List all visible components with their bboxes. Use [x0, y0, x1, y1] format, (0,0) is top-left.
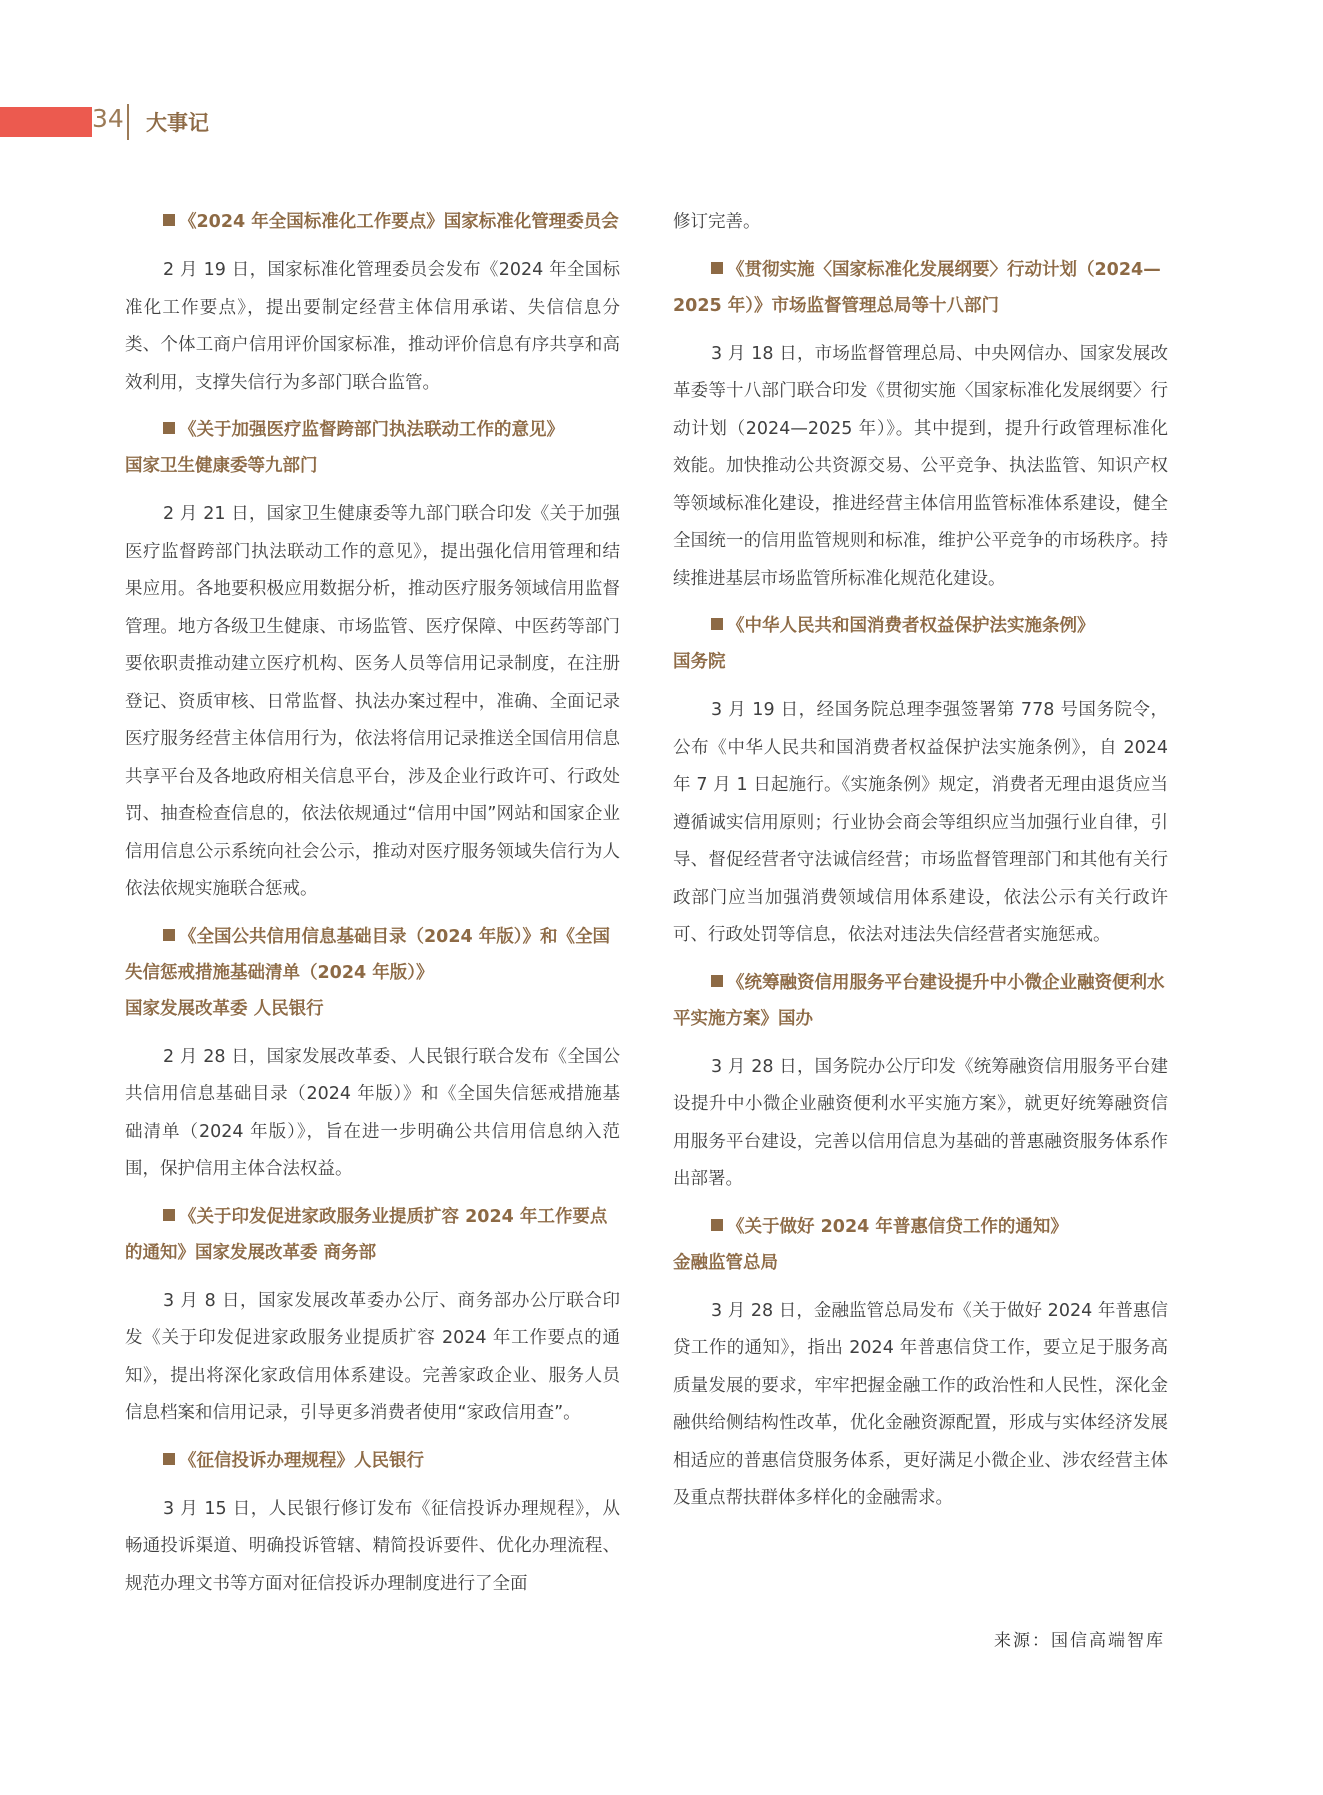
header-divider — [127, 104, 129, 140]
header-accent-bar — [0, 107, 92, 137]
entry-body: 3 月 28 日，国务院办公厅印发《统筹融资信用服务平台建设提升中小微企业融资便利水平实施方案》，就更好统筹融资信用服务平台建设，完善以信用信息为基础的普惠融资服务体系作出部署。 — [673, 1056, 1168, 1189]
entry — [125, 1443, 620, 1604]
entry-body: 3 月 19 日，经国务院总理李强签署第 778 号国务院令，公布《中华人民共和国消费者权益保护法实施条例》，自 2024 年 7 月 1 日起施行。《实施条例》规定，消费者无理由退货应当遵循诚实信用原则；行业协会商会等组织应当加强行业自律，引导、督促经营者守法诚信经营；市场监督管理部门和其他有关行政部门应当加强消费领域信用体系建设，依法公示有关行政许可、行政处罚等信息，依法对违法失信经营者实施惩戒。 — [673, 700, 1168, 945]
entry-title: 《贯彻实施〈国家标准化发展纲要〉行动计划（2024—2025 年）》市场监督管理总局等十八部门 — [673, 259, 1161, 316]
entry-body: 2 月 19 日，国家标准化管理委员会发布《2024 年全国标准化工作要点》，提出要制定经营主体信用承诺、失信信息分类、个体工商户信用评价国家标准，推动评价信息有序共享和高效利用，支撑失信行为多部门联合监管。 — [125, 260, 620, 393]
entry-body: 3 月 18 日，市场监督管理总局、中央网信办、国家发展改革委等十八部门联合印发《贯彻实施〈国家标准化发展纲要〉行动计划（2024—2025 年）》。其中提到，提升行政管理标准化效能。加快推动公共资源交易、公平竞争、执法监管、知识产权等领域标准化建设，推进经营主体信用监管标准体系建设，健全全国统一的信用监管规则和标准，维护公平竞争的市场秩序。持续推进基层市场监管所标准化规范化建设。 — [673, 343, 1168, 589]
square-bullet-icon — [711, 618, 723, 630]
entry-title: 《统筹融资信用服务平台建设提升中小微企业融资便利水平实施方案》国办 — [673, 972, 1165, 1029]
entry — [673, 1209, 1168, 1518]
square-bullet-icon — [163, 929, 175, 941]
entry — [673, 252, 1168, 599]
square-bullet-icon — [711, 975, 723, 987]
square-bullet-icon — [163, 1209, 175, 1221]
section-title: 大事记 — [146, 111, 209, 135]
entry-title: 《全国公共信用信息基础目录（2024 年版）》和《全国失信惩戒措施基础清单（2024 年版）》 国家发展改革委 人民银行 — [125, 919, 620, 1027]
entry-title: 《关于做好 2024 年普惠信贷工作的通知》 金融监管总局 — [673, 1209, 1168, 1281]
right-column — [673, 204, 1168, 1528]
entry-org: 国家发展改革委 人民银行 — [125, 998, 324, 1019]
entry — [125, 412, 620, 909]
entry-body: 3 月 28 日，金融监管总局发布《关于做好 2024 年普惠信贷工作的通知》，指出 2024 年普惠信贷工作，要立足于服务高质量发展的要求，牢牢把握金融工作的政治性和人民性，深化金融供给侧结构性改革，优化金融资源配置，形成与实体经济发展相适应的普惠信贷服务体系，更好满足小微企业、涉农经营主体及重点帮扶群体多样化的金融需求。 — [673, 1300, 1168, 1508]
entry-body: 2 月 21 日，国家卫生健康委等九部门联合印发《关于加强医疗监督跨部门执法联动工作的意见》，提出强化信用管理和结果应用。各地要积极应用数据分析，推动医疗服务领域信用监督管理。地方各级卫生健康、市场监管、医疗保障、中医药等部门要依职责推动建立医疗机构、医务人员等信用记录制度，在注册登记、资质审核、日常监督、执法办案过程中，准确、全面记录医疗服务经营主体信用行为，依法将信用记录推送全国信用信息共享平台及各地政府相关信息平台，涉及企业行政许可、行政处罚、抽查检查信息的，依法依规通过“信用中国”网站和国家企业信用信息公示系统向社会公示，推动对医疗服务领域失信行为人依法依规实施联合惩戒。 — [125, 504, 620, 899]
square-bullet-icon — [711, 1219, 723, 1231]
left-column — [125, 204, 620, 1613]
page-number: 34 — [92, 104, 124, 133]
entry-body: 3 月 15 日，人民银行修订发布《征信投诉办理规程》，从畅通投诉渠道、明确投诉管辖、精简投诉要件、优化办理流程、规范办理文书等方面对征信投诉办理制度进行了全面 — [125, 1498, 620, 1594]
entry — [125, 919, 620, 1189]
entry-body: 2 月 28 日，国家发展改革委、人民银行联合发布《全国公共信用信息基础目录（2024 年版）》和《全国失信惩戒措施基础清单（2024 年版）》，旨在进一步明确公共信用信息纳入范围，保护信用主体合法权益。 — [125, 1046, 620, 1179]
entry-title: 《中华人民共和国消费者权益保护法实施条例》 国务院 — [673, 608, 1168, 680]
entry — [125, 204, 620, 402]
square-bullet-icon — [163, 214, 175, 226]
entry — [125, 1199, 620, 1433]
entry — [673, 608, 1168, 955]
entry-title: 《2024 年全国标准化工作要点》国家标准化管理委员会 — [125, 204, 620, 240]
square-bullet-icon — [163, 422, 175, 434]
entry-org: 国务院 — [673, 652, 726, 672]
entry-title: 《关于印发促进家政服务业提质扩容 2024 年工作要点的通知》国家发展改革委 商务部 — [125, 1206, 608, 1263]
entry-org: 国家卫生健康委等九部门 — [125, 456, 318, 476]
entry-body: 3 月 8 日，国家发展改革委办公厅、商务部办公厅联合印发《关于印发促进家政服务业提质扩容 2024 年工作要点的通知》，提出将深化家政信用体系建设。完善家政企业、服务人员信息档案和信用记录，引导更多消费者使用“家政信用查”。 — [125, 1290, 620, 1423]
entry-title: 《征信投诉办理规程》人民银行 — [125, 1443, 620, 1479]
entry-title: 《关于加强医疗监督跨部门执法联动工作的意见》 国家卫生健康委等九部门 — [125, 412, 620, 484]
continued-text: 修订完善。 — [673, 212, 761, 232]
source-credit: 来源：国信高端智库 — [994, 1631, 1165, 1651]
square-bullet-icon — [163, 1453, 175, 1465]
square-bullet-icon — [711, 262, 723, 274]
entry-org: 金融监管总局 — [673, 1252, 778, 1273]
entry — [673, 965, 1168, 1199]
